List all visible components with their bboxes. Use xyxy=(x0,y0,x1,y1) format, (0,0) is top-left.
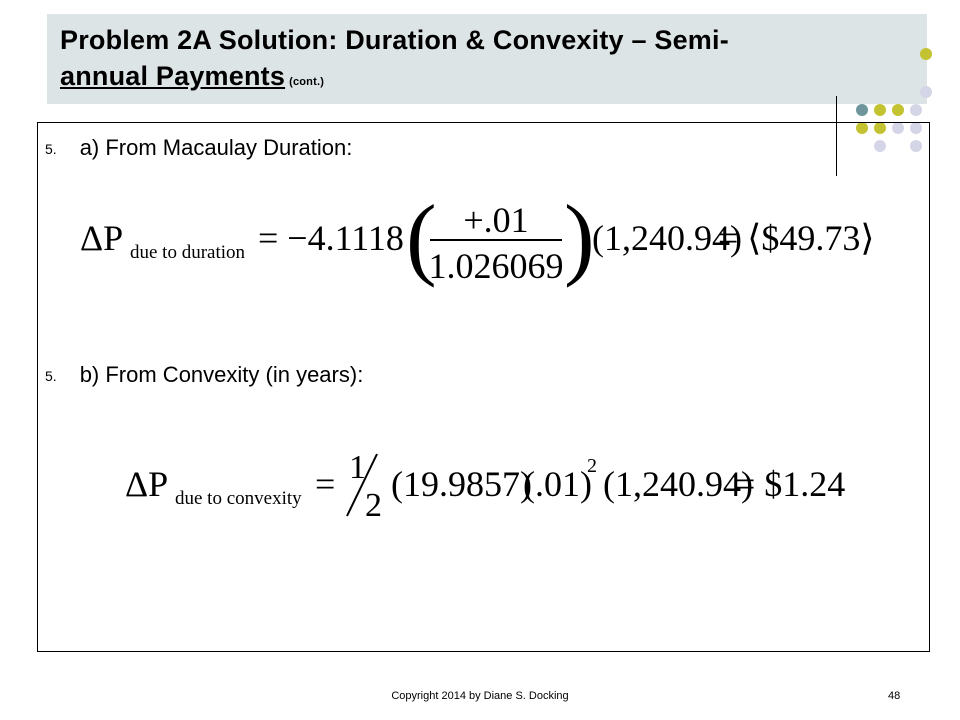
formula-subscript: due to convexity xyxy=(175,488,302,509)
fraction-denominator: 1.026069 xyxy=(428,246,564,286)
formula-equals: = xyxy=(315,464,336,504)
left-paren: ( xyxy=(406,186,437,288)
title-line-1: Problem 2A Solution: Duration & Convexity – Semi- xyxy=(60,25,729,55)
page-number: 48 xyxy=(888,690,901,702)
decor-dot xyxy=(920,86,932,98)
decor-dot xyxy=(856,104,868,116)
formula-price: (1,240.94) xyxy=(592,218,742,258)
formula-result: = ⟨$49.73⟩ xyxy=(718,218,875,258)
list-number: 5. xyxy=(45,368,57,385)
slide-title xyxy=(60,22,920,100)
formula-price: (1,240.94) xyxy=(603,464,753,504)
list-item-text: a) From Macaulay Duration: xyxy=(79,135,353,160)
title-link[interactable]: annual Payments xyxy=(60,61,286,91)
formula-yield-change: (.01) xyxy=(523,464,592,504)
half-numerator: 1 xyxy=(349,449,366,486)
list-item-a xyxy=(45,135,352,161)
formula-result: = $1.24 xyxy=(735,464,846,504)
list-item-text: b) From Convexity (in years): xyxy=(79,362,364,387)
formula-exponent: 2 xyxy=(587,455,597,477)
formula-delta: ΔP xyxy=(125,464,169,504)
right-paren: ) xyxy=(564,186,595,288)
title-suffix: (cont.) xyxy=(289,76,325,88)
fraction-numerator: +.01 xyxy=(463,200,529,240)
formula-coefficient: = −4.1118 xyxy=(258,218,404,258)
decor-dot xyxy=(892,104,904,116)
list-number: 5. xyxy=(45,141,57,158)
formula-duration xyxy=(80,180,900,290)
formula-delta: ΔP xyxy=(80,218,124,258)
decor-dot xyxy=(910,104,922,116)
list-item-b xyxy=(45,362,363,388)
decor-dot xyxy=(920,48,932,60)
formula-convexity-value: (19.9857) xyxy=(391,464,532,504)
decor-dot xyxy=(874,104,886,116)
half-denominator: 2 xyxy=(365,487,382,524)
formula-convexity xyxy=(125,448,885,528)
formula-subscript: due to duration xyxy=(130,242,246,263)
copyright-footer: Copyright 2014 by Diane S. Docking xyxy=(391,690,569,702)
